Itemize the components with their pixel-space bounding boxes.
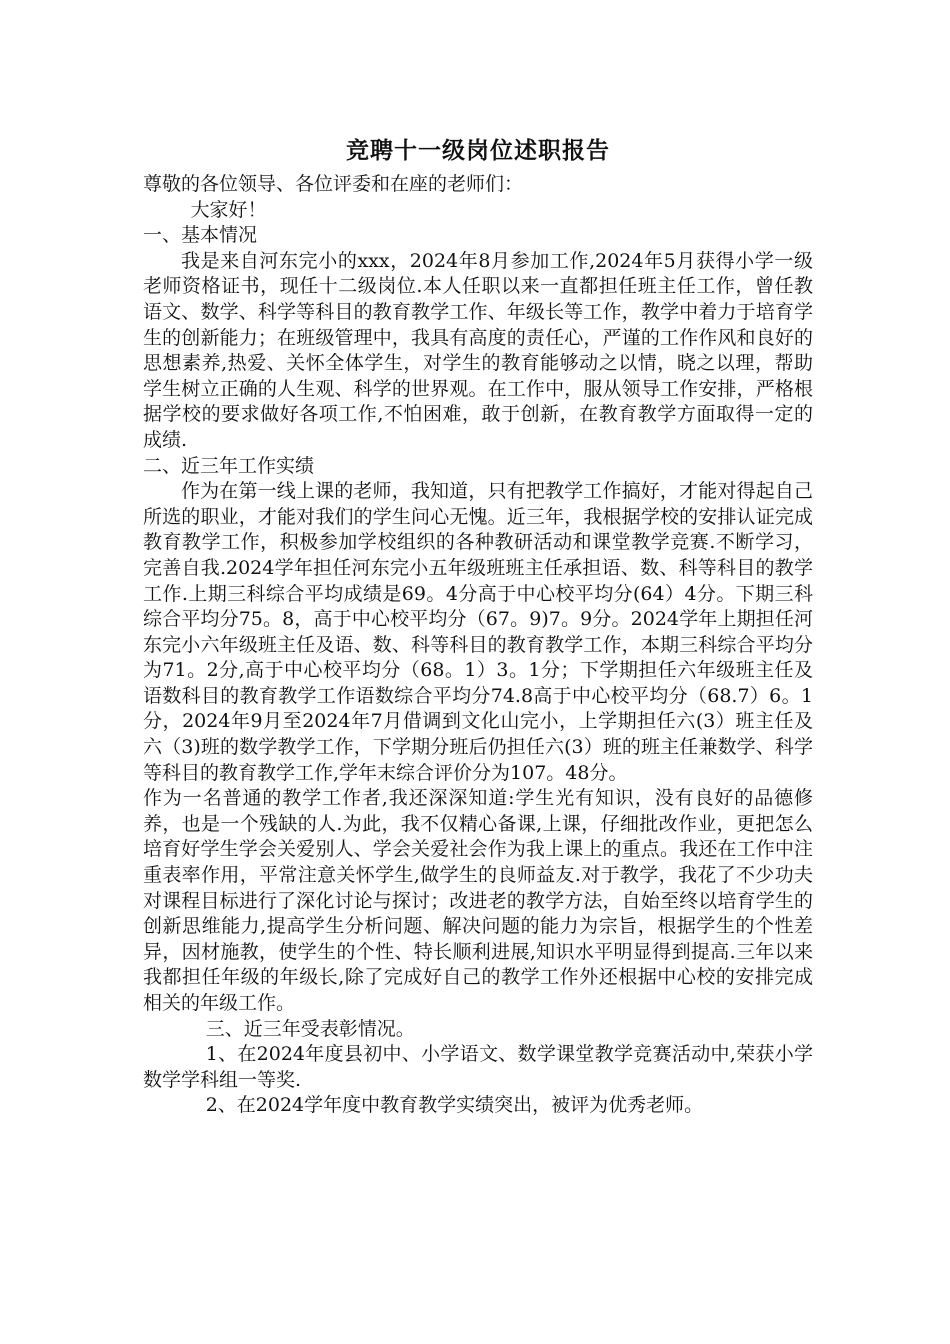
greeting: 大家好！ — [190, 198, 267, 221]
document-title: 竞聘十一级岗位述职报告 — [346, 137, 610, 164]
document-page — [143, 136, 813, 1119]
paragraph-work-achievements-2: 作为一名普通的教学工作者,我还深深知道:学生光有知识，没有良好的品德修养，也是一个残缺的人.为此，我不仅精心备课,上课，仔细批改作业，更把怎么培育好学生学会关爱别人、学会关爱社会作为我上课上的重点。我还在工作中注重表率作用，平常注意关怀学生,做学生的良师益友.对于教学，我花了不少功夫对课程目标进行了深化讨论与探讨；改进老的教学方法，自始至终以培育学生的创新思维能力,提高学生分析问题、解决问题的能力为宗旨，根据学生的个性差异，因材施教，使学生的个性、特长顺利进展,知识水平明显得到提高.三年以来我都担任年级的年级长,除了完成好自己的教学工作外还根据中心校的安排完成相关的年级工作。 — [143, 787, 813, 1014]
salutation: 尊敬的各位领导、各位评委和在座的老师们： — [143, 173, 524, 195]
paragraph-work-achievements-1: 作为在第一线上课的老师，我知道，只有把教学工作搞好，才能对得起自己所选的职业，才能对我们的学生问心无愧。近三年，我根据学校的安排认证完成教育教学工作，积极参加学校组织的各种教研活动和课堂教学竞赛.不断学习，完善自我.2024学年担任河东完小五年级班班主任承担语、数、科等科目的教学工作.上期三科综合平均成绩是69。4分高于中心校平均分(64）4分。下期三科综合平均分75。8，高于中心校平均分（67。9)7。9分。2024学年上期担任河东完小六年级班主任及语、数、科等科目的教育教学工作，本期三科综合平均分为71。2分,高于中心校平均分（68。1）3。1分；下学期担任六年级班主任及语数科目的教育教学工作语数综合平均分74.8高于中心校平均分（68.7）6。1分，2024年9月至2024年7月借调到文化山完小，上学期担任六(3）班主任及六（3)班的数学教学工作，下学期分班后仍担任六(3）班的班主任兼数学、科学等科目的教育教学工作,学年末综合评价分为107。48分。 — [143, 480, 813, 784]
award-item-2: 2、在2024学年度中教育教学实绩突出，被评为优秀老师。 — [205, 1094, 704, 1117]
section-heading-awards: 三、近三年受表彰情况。 — [205, 1017, 415, 1040]
paragraph-basic-info: 我是来自河东完小的xxx，2024年8月参加工作,2024年5月获得小学一级老师资格证书，现任十二级岗位.本人任职以来一直都担任班主任工作，曾任教语文、数学、科学等科目的教育教学工作、年级长等工作，教学中着力于培育学生的创新能力；在班级管理中，我具有高度的责任心，严谨的工作作风和良好的思想素养,热爱、关怀全体学生，对学生的教育能够动之以情，晓之以理，帮助学生树立正确的人生观、科学的世界观。在工作中，服从领导工作安排，严格根据学校的要求做好各项工作,不怕困难，敢于创新，在教育教学方面取得一定的成绩. — [143, 249, 813, 451]
award-item-1: 1、在2024年度县初中、小学语文、数学课堂教学竞赛活动中,荣获小学数学学科组一等奖. — [143, 1043, 813, 1091]
section-heading-work-achievements: 二、近三年工作实绩 — [143, 454, 315, 477]
section-heading-basic-info: 一、基本情况 — [143, 224, 258, 247]
